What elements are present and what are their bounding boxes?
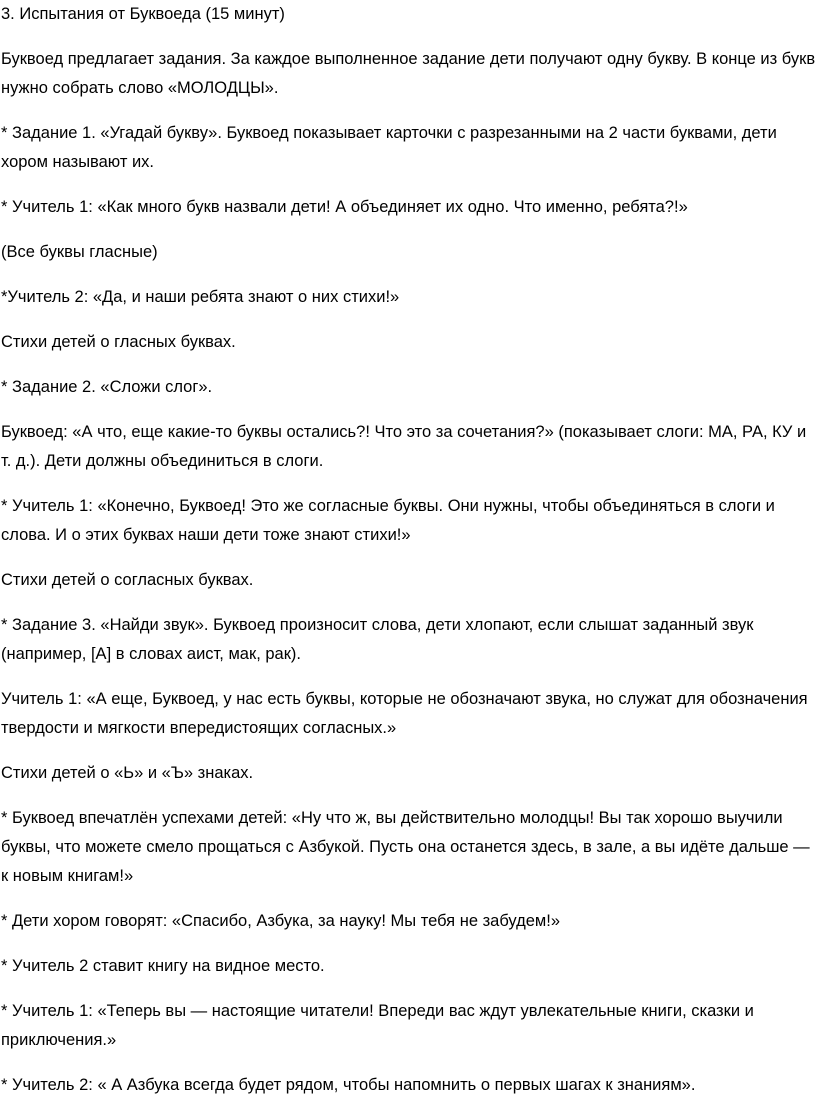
paragraph-vowel-poems: Стихи детей о гласных буквах. [1,333,236,351]
paragraph-answer-vowels: (Все буквы гласные) [1,243,158,261]
paragraph-intro: Буквоед предлагает задания. За каждое выполненное задание дети получают одну букву. В конце из букв нужно собрать слово «МОЛОДЦЫ». [1,50,816,97]
section-heading: 3. Испытания от Буквоеда (15 минут) [1,5,285,23]
paragraph-teacher-2-final: * Учитель 2: « А Азбука всегда будет рядом, чтобы напомнить о первых шагах к знаниям». [1,1076,696,1094]
paragraph-teacher-1-question: * Учитель 1: «Как много букв назвали дети! А объединяет их одно. Что именно, ребята?!» [1,198,688,216]
paragraph-bukvoed-syllables: Буквоед: «А что, еще какие-то буквы остались?! Что это за сочетания?» (показывает слоги: МА, РА, КУ и т. д.). Дети должны объединиться в слоги. [1,423,807,470]
paragraph-task-2: * Задание 2. «Сложи слог». [1,378,213,396]
paragraph-task-3: * Задание 3. «Найди звук». Буквоед произносит слова, дети хлопают, если слышат заданный звук (например, [А] в словах аист, мак, рак). [1,616,754,663]
paragraph-teacher-1-consonants: * Учитель 1: «Конечно, Буквоед! Это же согласные буквы. Они нужны, чтобы объединяться в слоги и слова. И о этих буквах наши дети тоже знают стихи!» [1,497,775,544]
paragraph-consonant-poems: Стихи детей о согласных буквах. [1,571,254,589]
paragraph-teacher-1-readers: * Учитель 1: «Теперь вы — настоящие читатели! Впереди вас ждут увлекательные книги, сказки и приключения.» [1,1002,754,1049]
paragraph-task-1: * Задание 1. «Угадай букву». Буквоед показывает карточки с разрезанными на 2 части буквами, дети хором называют их. [1,124,777,171]
paragraph-teacher-2-poems: *Учитель 2: «Да, и наши ребята знают о них стихи!» [1,288,400,306]
paragraph-sign-poems: Стихи детей о «Ь» и «Ъ» знаках. [1,764,254,782]
paragraph-children-thanks: * Дети хором говорят: «Спасибо, Азбука, за науку! Мы тебя не забудем!» [1,912,561,930]
paragraph-teacher-2-book: * Учитель 2 ставит книгу на видное место. [1,957,325,975]
paragraph-bukvoed-impressed: * Буквоед впечатлён успехами детей: «Ну что ж, вы действительно молодцы! Вы так хорошо выучили буквы, что можете смело прощаться с Азбукой. Пусть она останется здесь, в зале, а вы идёте дальше — к новым книгам!» [1,809,810,885]
paragraph-teacher-1-signs: Учитель 1: «А еще, Буквоед, у нас есть буквы, которые не обозначают звука, но служат для обозначения твердости и мягкости впередистоящих согласных.» [1,690,808,737]
